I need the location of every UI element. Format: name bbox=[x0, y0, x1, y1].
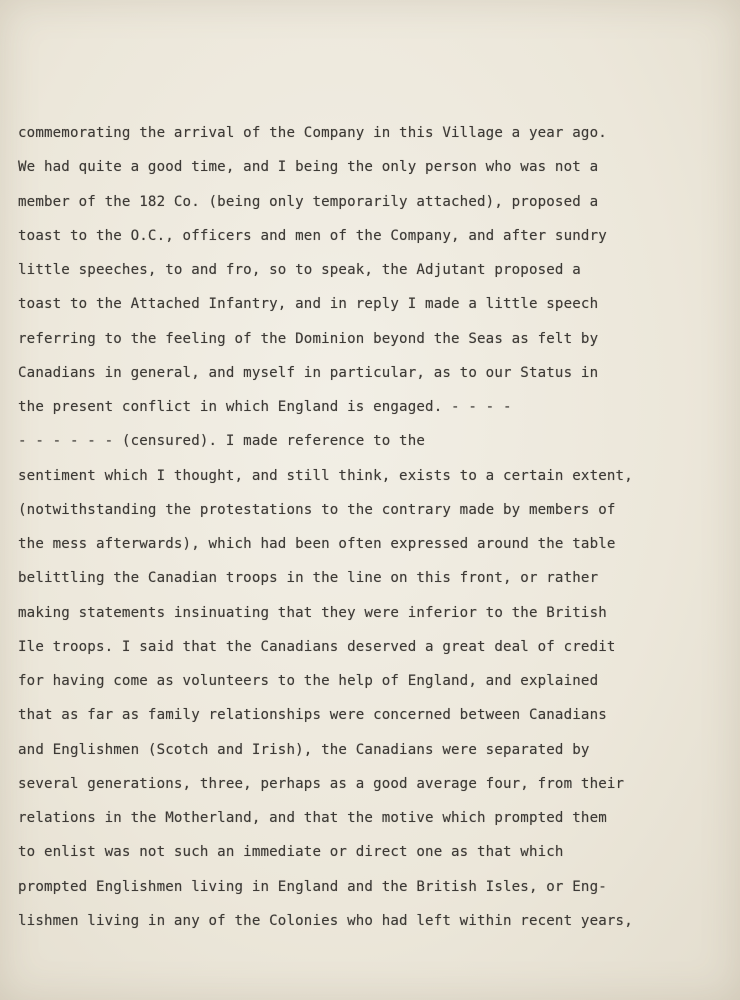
page-body-text bbox=[18, 116, 738, 938]
text-line: prompted Englishmen living in England and the British Isles, or Eng- bbox=[18, 878, 607, 895]
text-line: several generations, three, perhaps as a good average four, from their bbox=[18, 775, 625, 792]
text-line: for having come as volunteers to the help of England, and explained bbox=[18, 673, 599, 689]
text-line: toast to the O.C., officers and men of the Company, and after sundry bbox=[18, 227, 607, 244]
text-line: the mess afterwards), which had been often expressed around the table bbox=[18, 536, 616, 552]
text-line: (notwithstanding the protestations to the contrary made by members of bbox=[18, 501, 616, 518]
text-line: referring to the feeling of the Dominion beyond the Seas as felt by bbox=[18, 330, 599, 347]
text-line: lishmen living in any of the Colonies who had left within recent years, bbox=[18, 912, 633, 929]
text-line: and Englishmen (Scotch and Irish), the Canadians were separated by bbox=[18, 741, 590, 758]
text-line: making statements insinuating that they were inferior to the British bbox=[18, 604, 607, 621]
text-line: - - - - - - (censured). I made reference to the bbox=[18, 433, 426, 450]
text-line: sentiment which I thought, and still think, exists to a certain extent, bbox=[18, 467, 633, 484]
text-line: toast to the Attached Infantry, and in reply I made a little speech bbox=[18, 296, 599, 313]
text-line: commemorating the arrival of the Company in this Village a year ago. bbox=[18, 125, 607, 141]
text-line: member of the 182 Co. (being only temporarily attached), proposed a bbox=[18, 193, 599, 210]
text-line: little speeches, to and fro, so to speak, the Adjutant proposed a bbox=[18, 262, 581, 278]
text-line: We had quite a good time, and I being the only person who was not a bbox=[18, 159, 599, 176]
text-line: the present conflict in which England is engaged. - - - - bbox=[18, 399, 512, 415]
text-line: to enlist was not such an immediate or direct one as that which bbox=[18, 844, 564, 861]
text-line: belittling the Canadian troops in the line on this front, or rather bbox=[18, 570, 599, 587]
text-line: that as far as family relationships were concerned between Canadians bbox=[18, 707, 607, 724]
text-line: Canadians in general, and myself in particular, as to our Status in bbox=[18, 364, 599, 381]
text-line: relations in the Motherland, and that the motive which prompted them bbox=[18, 810, 607, 826]
text-line: Ile troops. I said that the Canadians deserved a great deal of credit bbox=[18, 638, 616, 655]
